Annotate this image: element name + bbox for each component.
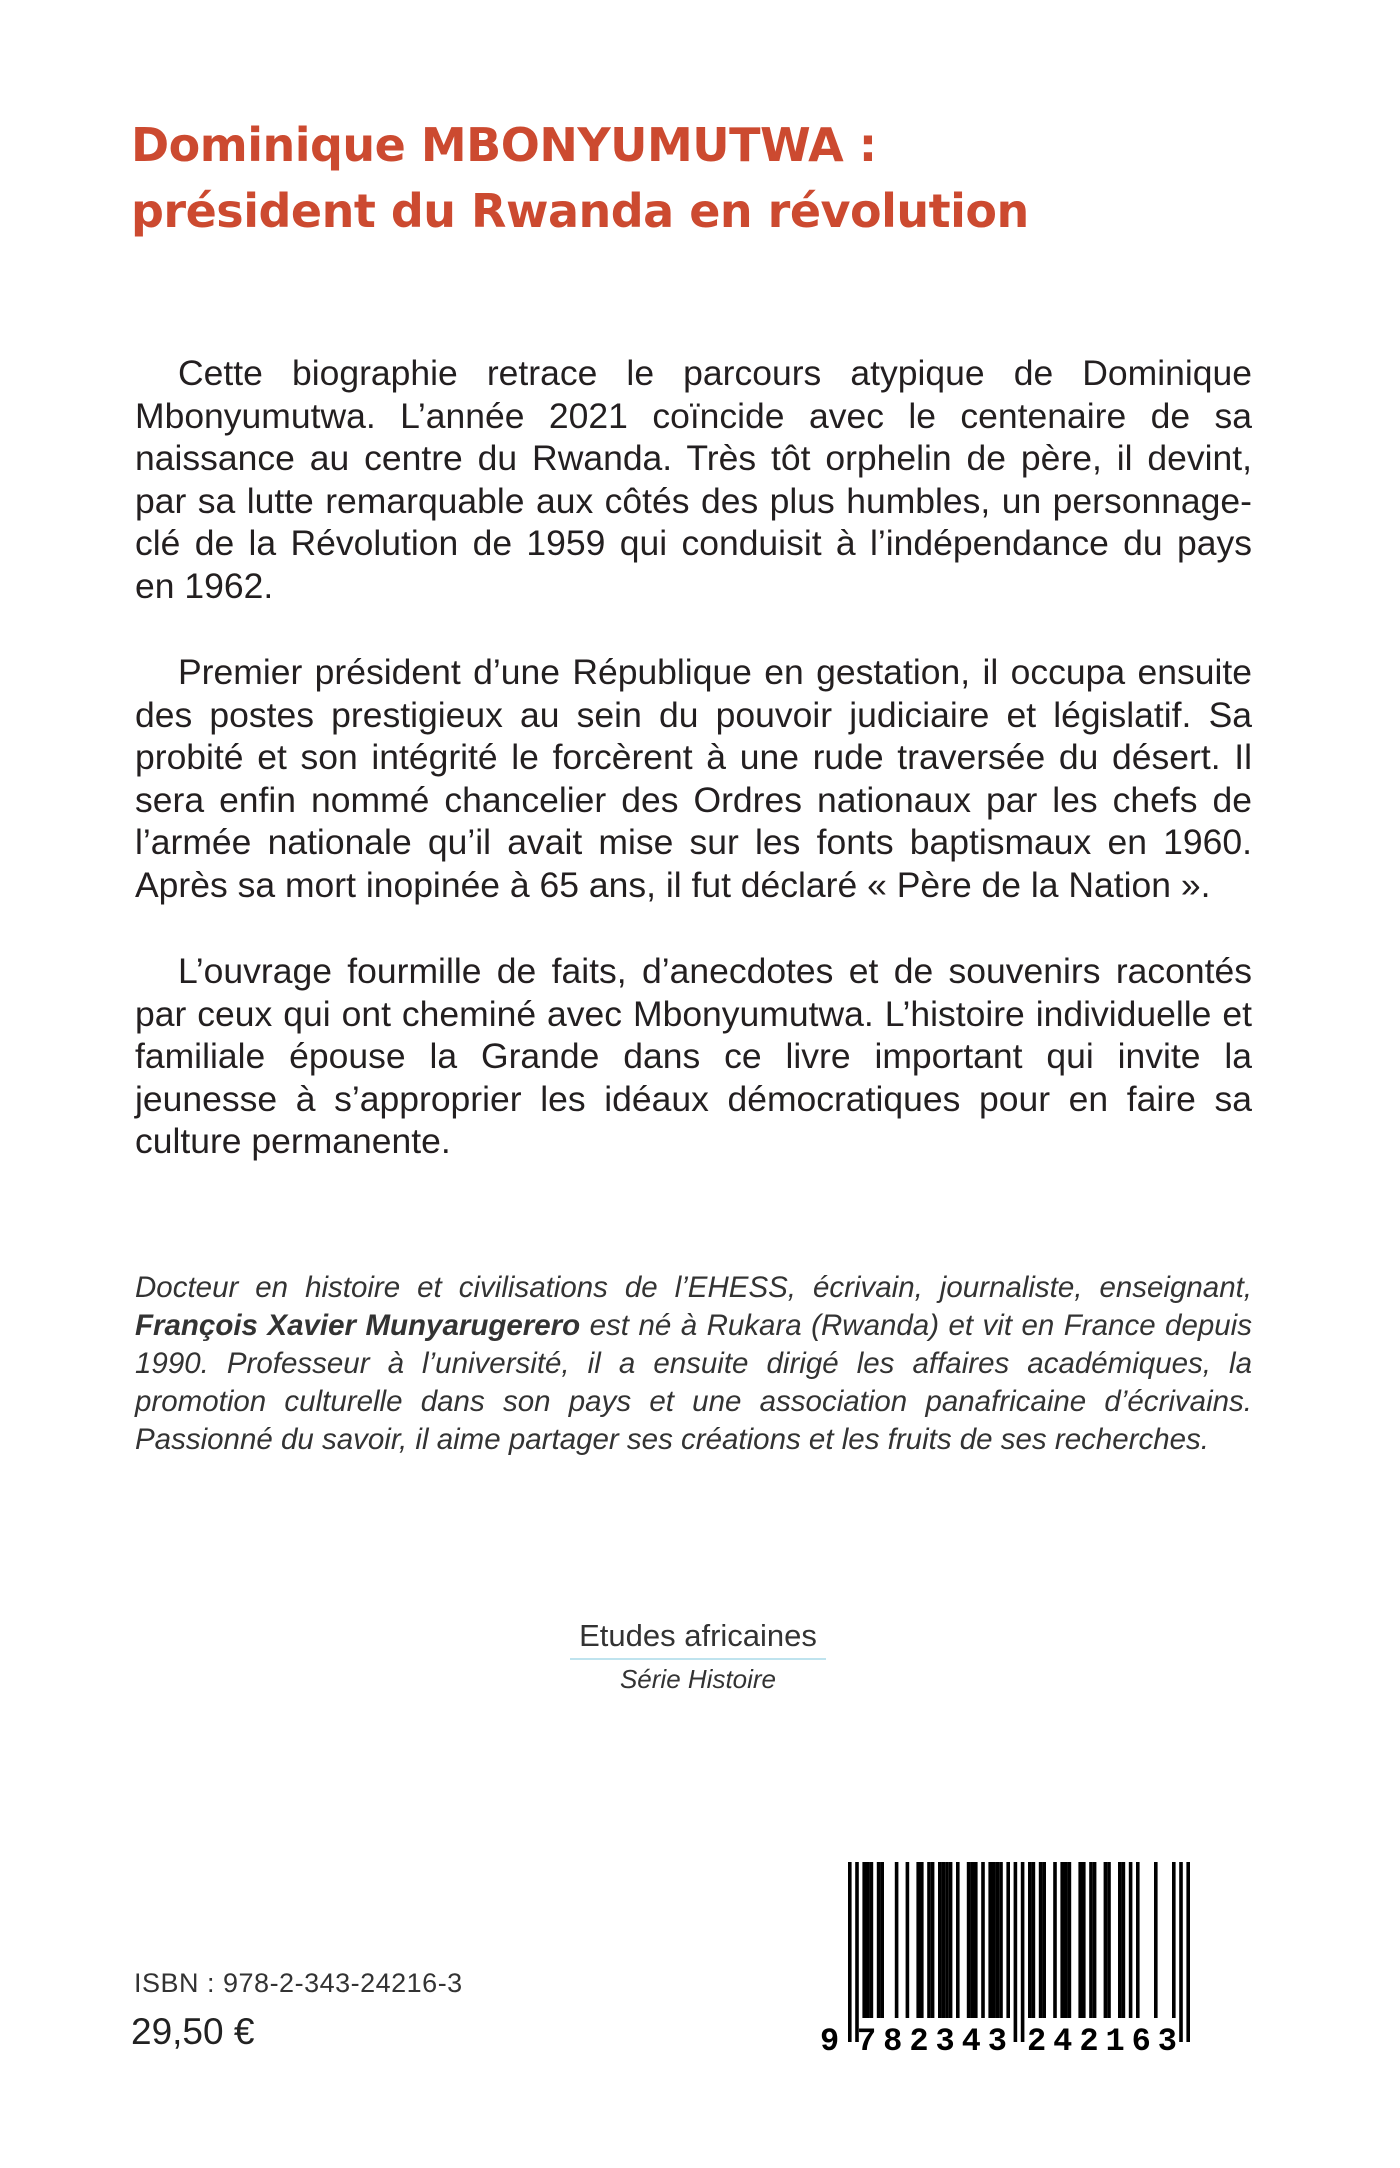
barcode-bar <box>981 1862 985 2018</box>
barcode-bar <box>1082 1862 1086 2018</box>
summary-paragraph-3: L’ouvrage fourmille de faits, d’anecdotes et de souvenirs racontés par ceux qui ont cheminé avec Mbonyumutwa. L’histoire individuelle et familiale épouse la Grande dans ce livre important qui invite la jeunesse à s’approprier les idéaux démocratiques pour en faire sa culture permanente. <box>135 951 1252 1161</box>
series-subtitle: Série Histoire <box>619 1664 777 1694</box>
author-name: François Xavier Munyarugerero <box>135 1309 581 1342</box>
barcode-bar <box>1028 1862 1032 2018</box>
barcode-bar <box>1179 1862 1183 2042</box>
barcode-bar <box>906 1862 910 2018</box>
barcode-bar <box>1064 1862 1068 2018</box>
barcode-left-group: 782343 <box>857 2023 1007 2058</box>
bio-text-before: Docteur en histoire et civilisations de l’EHESS, écrivain, journaliste, enseignant, <box>135 1271 1252 1304</box>
barcode-bar <box>945 1862 949 2018</box>
series-name: Etudes africaines <box>570 1618 826 1660</box>
barcode-bar <box>999 1862 1003 2018</box>
barcode-bar <box>1122 1862 1126 2018</box>
price: 29,50 € <box>131 2011 255 2052</box>
barcode-graphic <box>814 1860 1228 2058</box>
barcode-bar <box>1053 1862 1057 2018</box>
barcode-bar <box>967 1862 971 2018</box>
barcode-bar <box>895 1862 899 2018</box>
barcode-bar <box>880 1862 884 2018</box>
barcode-bar <box>942 1862 946 2018</box>
barcode-bar <box>1093 1862 1097 2018</box>
barcode-bar <box>1078 1862 1082 2018</box>
barcode-bar <box>949 1862 953 2018</box>
barcode-bar <box>992 1862 996 2018</box>
barcode-bar <box>866 1862 870 2018</box>
barcode-bar <box>1039 1862 1043 2018</box>
barcode-bar <box>1186 1862 1190 2042</box>
title-line-2: président du Rwanda en révolution <box>131 184 1029 238</box>
barcode-bar <box>1129 1862 1133 2018</box>
barcode-bar <box>1172 1862 1176 2018</box>
barcode-bar <box>1068 1862 1072 2018</box>
barcode-bar <box>1014 1862 1018 2042</box>
barcode-bar <box>1032 1862 1036 2018</box>
barcode-bar <box>870 1862 874 2018</box>
barcode-bar <box>1006 1862 1010 2018</box>
isbn: ISBN : 978-2-343-24216-3 <box>134 1968 463 1998</box>
barcode-bar <box>974 1862 978 2018</box>
barcode-bar <box>1060 1862 1064 2018</box>
barcode-bar <box>1042 1862 1046 2018</box>
barcode-bar <box>920 1862 924 2018</box>
barcode-bar <box>848 1862 852 2042</box>
title-line-1: Dominique MBONYUMUTWA : <box>131 118 877 172</box>
barcode-bar <box>916 1862 920 2018</box>
barcode-bar <box>1021 1862 1025 2042</box>
bio-text-after: est né à Rukara (Rwanda) et vit en France depuis 1990. Professeur à l’université, il a ensuite dirigé les affaires académiques, la promotion culturelle dans son pays et une association panafricaine d’écrivains. Passionné du savoir, il aime partager ses créations et les fruits de ses recherches. <box>135 1309 1252 1456</box>
summary-paragraph-1: Cette biographie retrace le parcours atypique de Dominique Mbonyumutwa. L’année 2021 coïncide avec le centenaire de sa naissance au centre du Rwanda. Très tôt orphelin de père, il devint, par sa lutte remarquable aux côtés des plus humbles, un personnage-clé de la Révolution de 1959 qui conduisit à l’indépendance du pays en 1962. <box>135 353 1252 606</box>
barcode-bar <box>1136 1862 1140 2018</box>
author-bio <box>135 1269 1252 1459</box>
barcode-first-digit: 9 <box>820 2023 840 2058</box>
ean-barcode <box>814 1860 1228 2058</box>
barcode-bar <box>996 1862 1000 2018</box>
barcode-bar <box>938 1862 942 2018</box>
barcode-bar <box>931 1862 935 2018</box>
barcode-bar <box>1118 1862 1122 2018</box>
barcode-bar <box>956 1862 960 2018</box>
barcode-bar <box>927 1862 931 2018</box>
book-title <box>131 112 1281 244</box>
barcode-bar <box>1089 1862 1093 2018</box>
barcode-bar <box>855 1862 859 2042</box>
series-label <box>570 1618 826 1695</box>
book-summary <box>135 352 1252 1207</box>
barcode-bar <box>988 1862 992 2018</box>
barcode-bar <box>862 1862 866 2018</box>
barcode-bar <box>1154 1862 1158 2018</box>
barcode-right-group: 242163 <box>1027 2023 1177 2058</box>
barcode-bar <box>1104 1862 1108 2018</box>
barcode-bar <box>877 1862 881 2018</box>
barcode-bar <box>970 1862 974 2018</box>
barcode-bar <box>1107 1862 1111 2018</box>
summary-paragraph-2: Premier président d’une République en gestation, il occupa ensuite des postes prestigieux au sein du pouvoir judiciaire et législatif. Sa probité et son intégrité le forcèrent à une rude traversée du désert. Il sera enfin nommé chancelier des Ordres nationaux par les chefs de l’armée nationale qu’il avait mise sur les fonts baptismaux en 1960. Après sa mort inopinée à 65 ans, il fut déclaré « Père de la Nation ». <box>135 652 1252 905</box>
